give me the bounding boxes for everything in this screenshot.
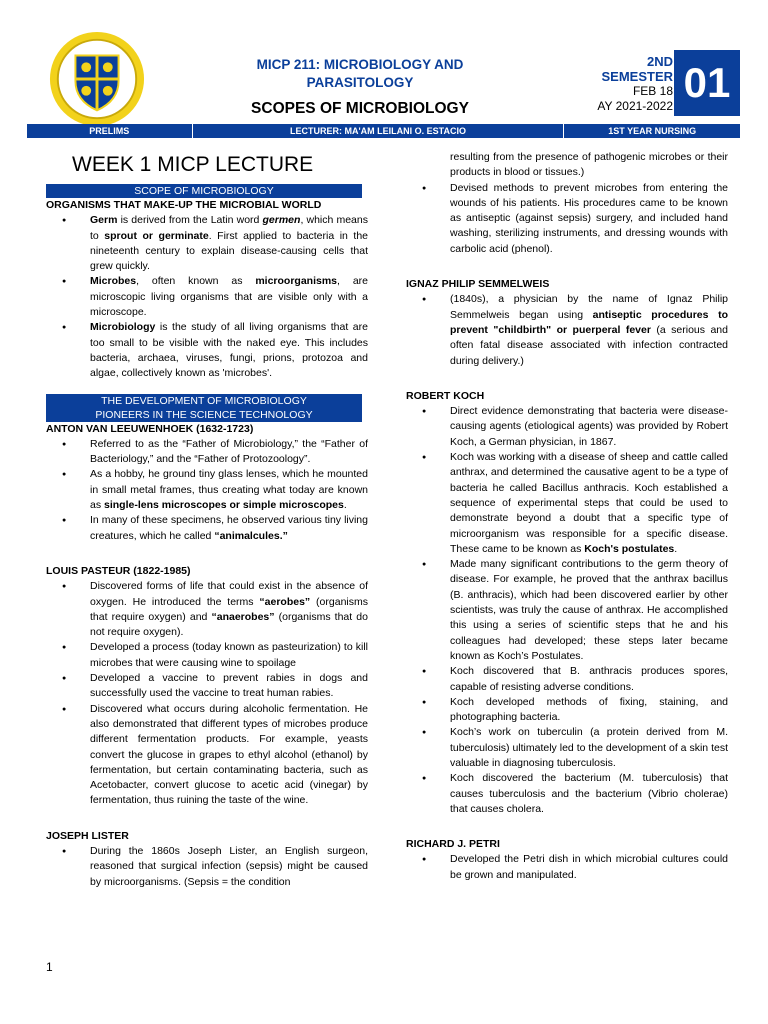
lister-list-continued (406, 181, 728, 257)
organisms-list (46, 213, 368, 381)
list-item: ● Referred to as the “Father of Microbiology,” the “Father of Bacteriology,” and the “Father of Protozoology”. (46, 437, 368, 468)
term-label: PRELIMS (27, 124, 193, 138)
list-item: ● As a hobby, he ground tiny glass lenses, which he mounted in small metal frames, thus creating what today are known as single-lens microscopes or simple microscopes. (46, 467, 368, 513)
list-item: ● Developed a process (today known as pasteurization) to kill microbes that were causing wine to spoilage (46, 640, 368, 671)
list-item: ● Koch’s work on tuberculin (a protein derived from M. tuberculosis) ultimately led to the development of a skin test valuable in diagnosing tuberculosis. (406, 725, 728, 771)
leeuwenhoek-list (46, 437, 368, 544)
lister-continuation: resulting from the presence of pathogenic microbes or their products in blood or tissues.) (450, 151, 728, 179)
course-title-line-1: MICP 211: MICROBIOLOGY AND (256, 57, 464, 72)
lister-list (46, 844, 368, 890)
course-title-line-2: PARASITOLOGY (306, 75, 414, 90)
pasteur-heading: LOUIS PASTEUR (1822-1985) (46, 564, 191, 577)
course-title (210, 56, 510, 92)
semester-line-2: SEMESTER (601, 69, 673, 84)
list-item: ● Direct evidence demonstrating that bacteria were disease-causing agents (etiological agents) was provided by Robert Koch, a German physician, in 1867. (406, 404, 728, 450)
right-column (406, 150, 728, 883)
semester-line-1: 2ND (646, 54, 673, 69)
development-box-line-1: THE DEVELOPMENT OF MICROBIOLOGY (101, 394, 307, 407)
development-box-line-2: PIONEERS IN THE SCIENCE TECHNOLOGY (95, 408, 313, 421)
academic-year: AY 2021-2022 (597, 99, 673, 113)
pasteur-list (46, 579, 368, 808)
list-item: ● Made many significant contributions to the germ theory of disease. For example, he proved that the anthrax bacillus (B. anthracis), which had been discovered earlier by other scientists, was truly the cause of anthrax. He accomplished this using a series of scientific steps that he and his colleagues had developed; these steps later became known as Koch’s Postulates. (406, 557, 728, 664)
list-item: ● Koch was working with a disease of sheep and cattle called anthrax, and determined the causative agent to be a type of bacteria he called Bacillus anthracis. Koch established a sequence of experimental steps that could be used to demonstrate beyond a doubt that a specific type of microorganism was responsible for a specific disease. These came to be known as Koch's postulates. (406, 450, 728, 557)
scope-section-box: SCOPE OF MICROBIOLOGY (46, 184, 362, 198)
list-item: ● (1840s), a physician by the name of Ignaz Philip Semmelweis began using antiseptic procedures to prevent "childbirth" or puerperal fever (a serious and often fatal disease associated with infection contracted during delivery.) (406, 292, 728, 368)
lecture-date: FEB 18 (632, 84, 673, 98)
school-seal-logo (48, 30, 146, 128)
list-item: ● Koch discovered the bacterium (M. tuberculosis) that causes tuberculosis and the bacterium (Vibrio cholerae) that causes cholera. (406, 771, 728, 817)
development-section-box (46, 394, 362, 422)
list-item: ● Microbiology is the study of all living organisms that are too small to be visible with the naked eye. This includes bacteria, archaea, viruses, fungi, prions, protozoa and algae, collectively known as 'microbes'. (46, 320, 368, 381)
koch-heading: ROBERT KOCH (406, 389, 485, 402)
list-item: ● Microbes, often known as microorganisms, are microscopic living organisms that are visible only with a microscope. (46, 274, 368, 320)
list-item: ● Germ is derived from the Latin word germen, which means to sprout or germinate. First applied to bacteria in the nineteenth century to explain disease-causing cells that grew quickly. (46, 213, 368, 274)
list-item: ● Devised methods to prevent microbes from entering the wounds of his patients. His procedures came to be known as antiseptic (against sepsis) surgery, and included hand washing, sterilizing instruments, and dressing wounds with carbolic acid (phenol). (406, 181, 728, 257)
week-title: WEEK 1 MICP LECTURE (72, 153, 314, 176)
list-item: ● During the 1860s Joseph Lister, an English surgeon, reasoned that surgical infection (sepsis) might be caused by microorganisms. (Sepsis = the condition (46, 844, 368, 890)
leeuwenhoek-heading: ANTON VAN LEEUWENHOEK (1632-1723) (46, 422, 254, 435)
semmelweis-heading: IGNAZ PHILIP SEMMELWEIS (406, 278, 550, 291)
list-item: ● Koch discovered that B. anthracis produces spores, capable of resisting adverse conditions. (406, 664, 728, 695)
semester-info (566, 54, 673, 114)
semmelweis-list (406, 292, 728, 368)
list-item: ● Developed a vaccine to prevent rabies in dogs and successfully used the vaccine to treat human rabies. (46, 671, 368, 702)
year-level-label: 1ST YEAR NURSING (608, 126, 697, 136)
list-item: ● Discovered what occurs during alcoholic fermentation. He also demonstrated that different types of microbes produce different fermentation products. For example, yeasts convert the glucose in grapes to ethyl alcohol (ethanol) by fermentation, but certain contaminating bacteria, such as Acetobacter, convert glucose to acetic acid (vinegar) by fermentation, thus ruining the taste of the wine. (46, 702, 368, 809)
left-column (46, 146, 368, 890)
petri-list (406, 852, 728, 883)
koch-list (406, 404, 728, 817)
list-item: ● Developed the Petri dish in which microbial cultures could be grown and manipulated. (406, 852, 728, 883)
list-item: ● Discovered forms of life that could exist in the absence of oxygen. He introduced the terms “aerobes” (organisms that require oxygen) and “anaerobes” (organisms that do not require oxygen). (46, 579, 368, 640)
info-bar (27, 124, 740, 138)
list-item: ● Koch developed methods of fixing, staining, and photographing bacteria. (406, 695, 728, 726)
organisms-heading: ORGANISMS THAT MAKE-UP THE MICROBIAL WORLD (46, 199, 322, 211)
list-item: ● In many of these specimens, he observed various tiny living creatures, which he called “animalcules.” (46, 513, 368, 544)
petri-heading: RICHARD J. PETRI (406, 838, 500, 851)
lecture-number-badge: 01 (674, 50, 740, 116)
page-number: 1 (46, 960, 53, 974)
topic-title: SCOPES OF MICROBIOLOGY (251, 100, 469, 117)
lecturer-label: LECTURER: MA'AM LEILANI O. ESTACIO (193, 124, 565, 138)
lister-heading: JOSEPH LISTER (46, 829, 129, 842)
